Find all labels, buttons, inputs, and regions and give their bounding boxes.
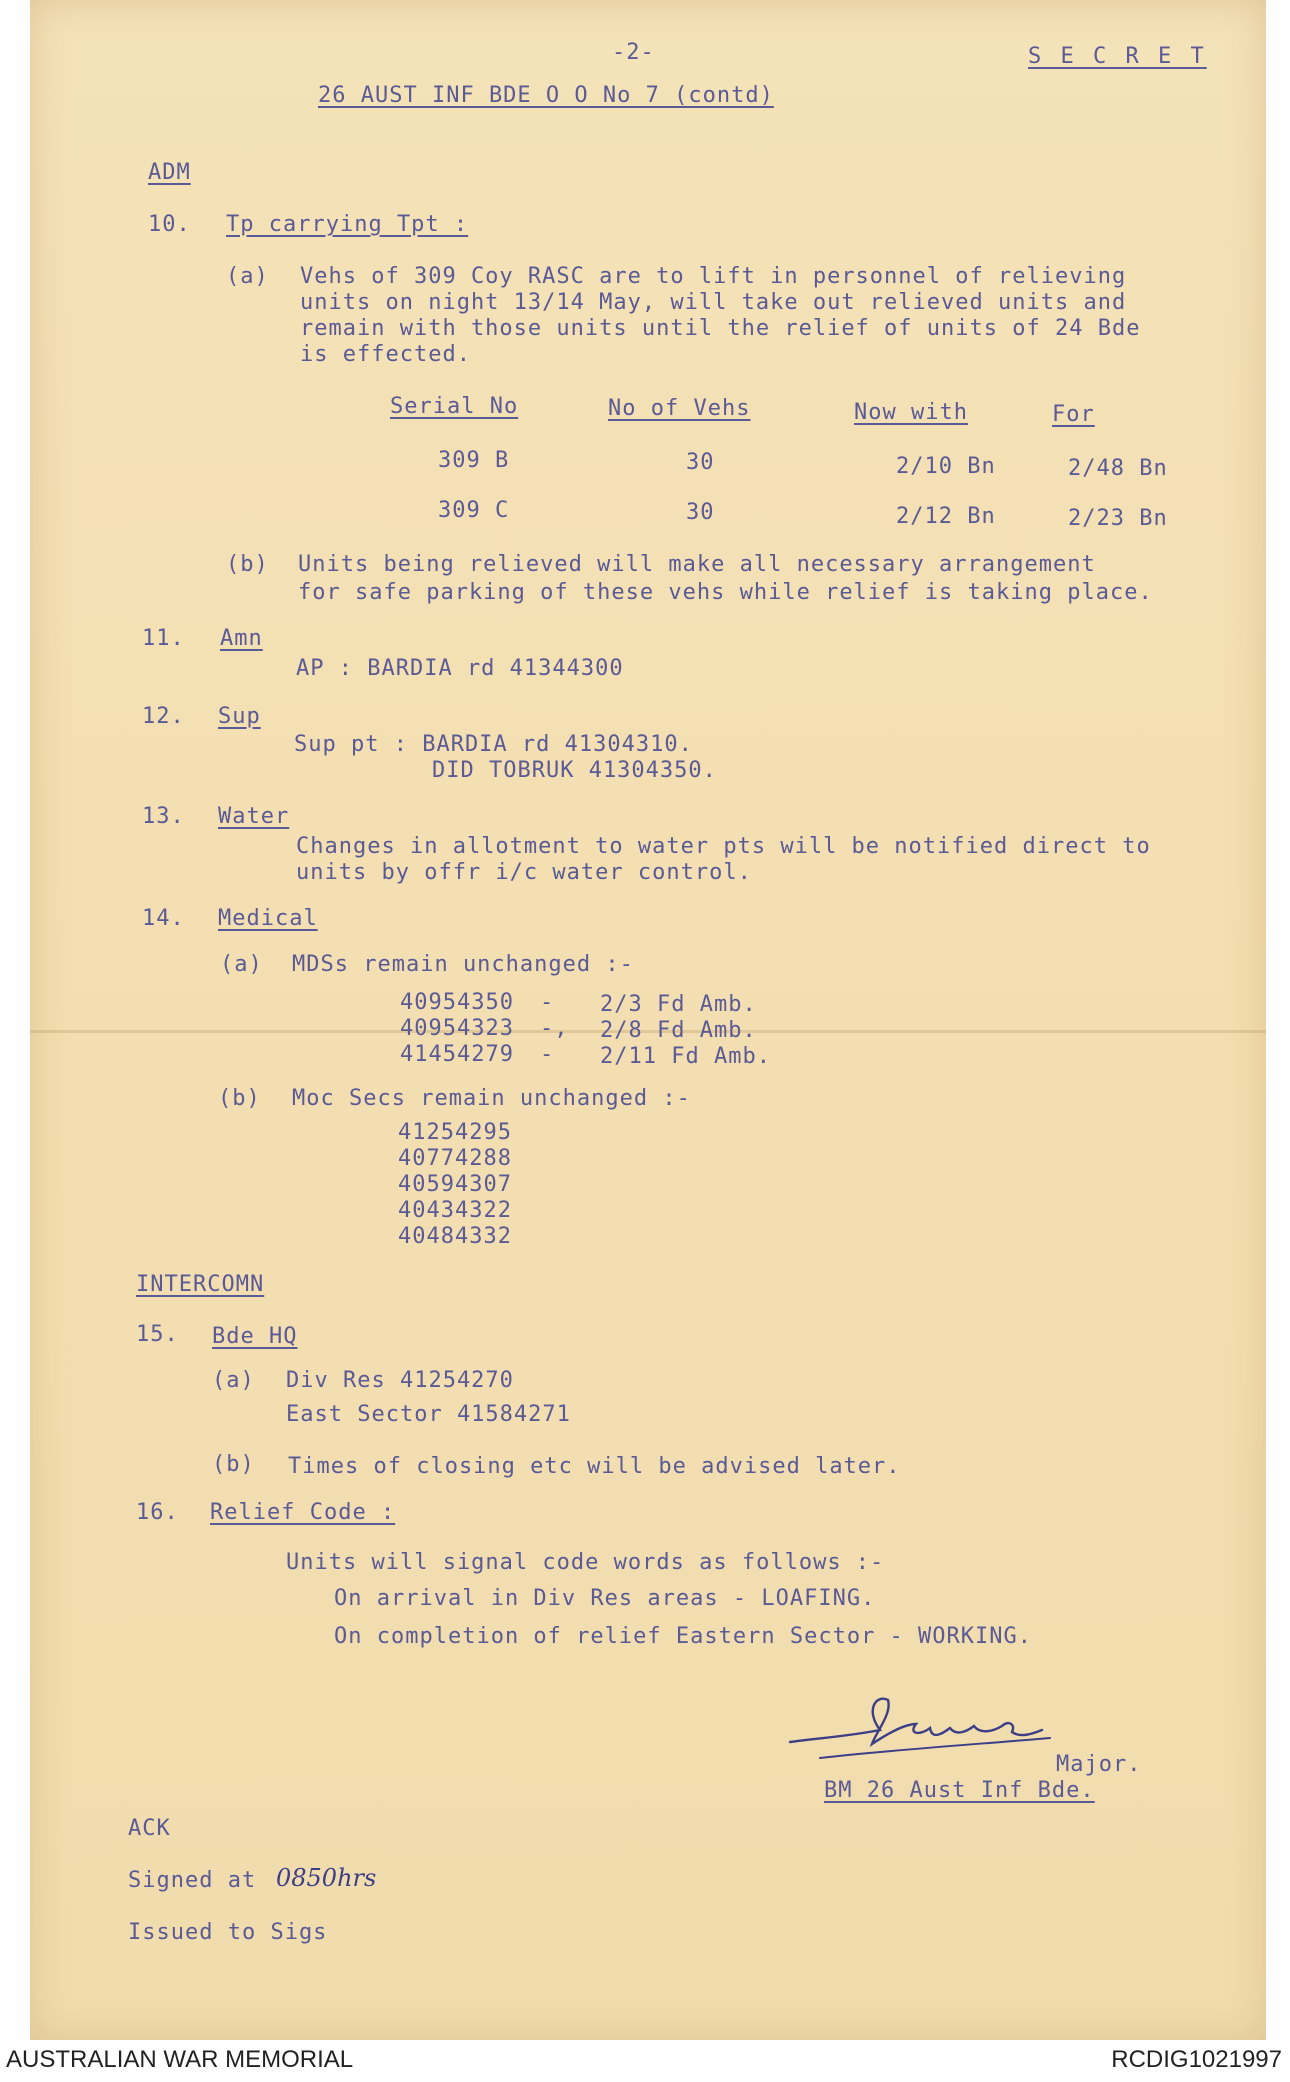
page-number: -2- — [612, 40, 655, 65]
para-14b-text: Moc Secs remain unchanged :- — [292, 1086, 691, 1111]
table-cell: 30 — [686, 500, 715, 525]
signed-at-label: Signed at — [128, 1868, 257, 1893]
table-header-vehs: No of Vehs — [608, 396, 751, 421]
signed-time-handwritten: 0850hrs — [276, 1864, 377, 1892]
para-12-number: 12. — [142, 704, 185, 729]
para-11-heading: Amn — [220, 626, 263, 651]
para-10b-label: (b) — [226, 552, 269, 577]
section-heading-adm: ADM — [148, 160, 191, 185]
mds-sep: - — [540, 1042, 555, 1067]
table-cell: 2/10 Bn — [896, 454, 996, 479]
para-14b-label: (b) — [218, 1086, 261, 1111]
para-15-number: 15. — [136, 1322, 179, 1347]
para-10b-line-1: Units being relieved will make all necessary arrangement — [298, 552, 1096, 577]
para-15-heading: Bde HQ — [212, 1324, 298, 1349]
table-header-for: For — [1052, 402, 1095, 427]
table-header-serial: Serial No — [390, 394, 519, 419]
para-15a-line-1: Div Res 41254270 — [286, 1368, 514, 1393]
mds-unit: 2/3 Fd Amb. — [600, 992, 757, 1017]
para-12-heading: Sup — [218, 704, 261, 729]
table-cell: 309 B — [438, 448, 510, 473]
para-16-number: 16. — [136, 1500, 179, 1525]
table-cell: 309 C — [438, 498, 510, 523]
para-10a-line-4: is effected. — [300, 342, 471, 367]
para-10-number: 10. — [148, 212, 191, 237]
para-10a-line-3: remain with those units until the relief of units of 24 Bde — [300, 316, 1141, 341]
section-heading-intercomn: INTERCOMN — [136, 1272, 265, 1297]
mds-unit: 2/11 Fd Amb. — [600, 1044, 771, 1069]
para-13-number: 13. — [142, 804, 185, 829]
mcs-ref: 41254295 — [398, 1120, 512, 1145]
table-cell: 2/23 Bn — [1068, 506, 1168, 531]
para-16-intro: Units will signal code words as follows :- — [286, 1550, 885, 1575]
para-13-heading: Water — [218, 804, 290, 829]
table-cell: 30 — [686, 450, 715, 475]
signatory-appointment: BM 26 Aust Inf Bde. — [824, 1778, 1095, 1803]
para-13-line-2: units by offr i/c water control. — [296, 860, 752, 885]
mcs-ref: 40434322 — [398, 1198, 512, 1223]
ack-label: ACK — [128, 1816, 171, 1841]
mds-sep: - — [540, 990, 555, 1015]
para-16-heading: Relief Code : — [210, 1500, 396, 1525]
signatory-rank: Major. — [1056, 1752, 1142, 1777]
mds-ref: 41454279 — [400, 1042, 514, 1067]
para-14a-text: MDSs remain unchanged :- — [292, 952, 634, 977]
para-16-line-1: On arrival in Div Res areas - LOAFING. — [334, 1586, 876, 1611]
para-14-number: 14. — [142, 906, 185, 931]
mcs-ref: 40484332 — [398, 1224, 512, 1249]
mds-ref: 40954323 — [400, 1016, 514, 1041]
para-14-heading: Medical — [218, 906, 318, 931]
mds-ref: 40954350 — [400, 990, 514, 1015]
para-15a-line-2: East Sector 41584271 — [286, 1402, 571, 1427]
classification-label: S E C R E T — [1028, 44, 1207, 69]
para-13-line-1: Changes in allotment to water pts will be notified direct to — [296, 834, 1151, 859]
table-cell: 2/12 Bn — [896, 504, 996, 529]
mcs-ref: 40594307 — [398, 1172, 512, 1197]
para-10-heading: Tp carrying Tpt : — [226, 212, 469, 237]
para-11-number: 11. — [142, 626, 185, 651]
para-14a-label: (a) — [220, 952, 263, 977]
footer-record-id: RCDIG1021997 — [1111, 2046, 1282, 2073]
issued-to-line: Issued to Sigs — [128, 1920, 328, 1945]
para-12-line-1: Sup pt : BARDIA rd 41304310. — [294, 732, 693, 757]
para-10b-line-2: for safe parking of these vehs while relief is taking place. — [298, 580, 1153, 605]
table-header-now-with: Now with — [854, 400, 968, 425]
para-15b-label: (b) — [212, 1452, 255, 1477]
table-cell: 2/48 Bn — [1068, 456, 1168, 481]
footer-source: AUSTRALIAN WAR MEMORIAL — [6, 2046, 354, 2073]
para-10a-label: (a) — [226, 264, 269, 289]
document-title: 26 AUST INF BDE O O No 7 (contd) — [318, 83, 774, 108]
mds-sep: -, — [540, 1016, 569, 1041]
para-10a-line-1: Vehs of 309 Coy RASC are to lift in personnel of relieving — [300, 264, 1127, 289]
para-15b-text: Times of closing etc will be advised later. — [288, 1454, 901, 1479]
mcs-ref: 40774288 — [398, 1146, 512, 1171]
para-16-line-2: On completion of relief Eastern Sector - WORKING. — [334, 1624, 1033, 1649]
para-15a-label: (a) — [212, 1368, 255, 1393]
mds-unit: 2/8 Fd Amb. — [600, 1018, 757, 1043]
para-11-text: AP : BARDIA rd 41344300 — [296, 656, 624, 681]
para-10a-line-2: units on night 13/14 May, will take out relieved units and — [300, 290, 1127, 315]
para-12-line-2: DID TOBRUK 41304350. — [432, 758, 717, 783]
